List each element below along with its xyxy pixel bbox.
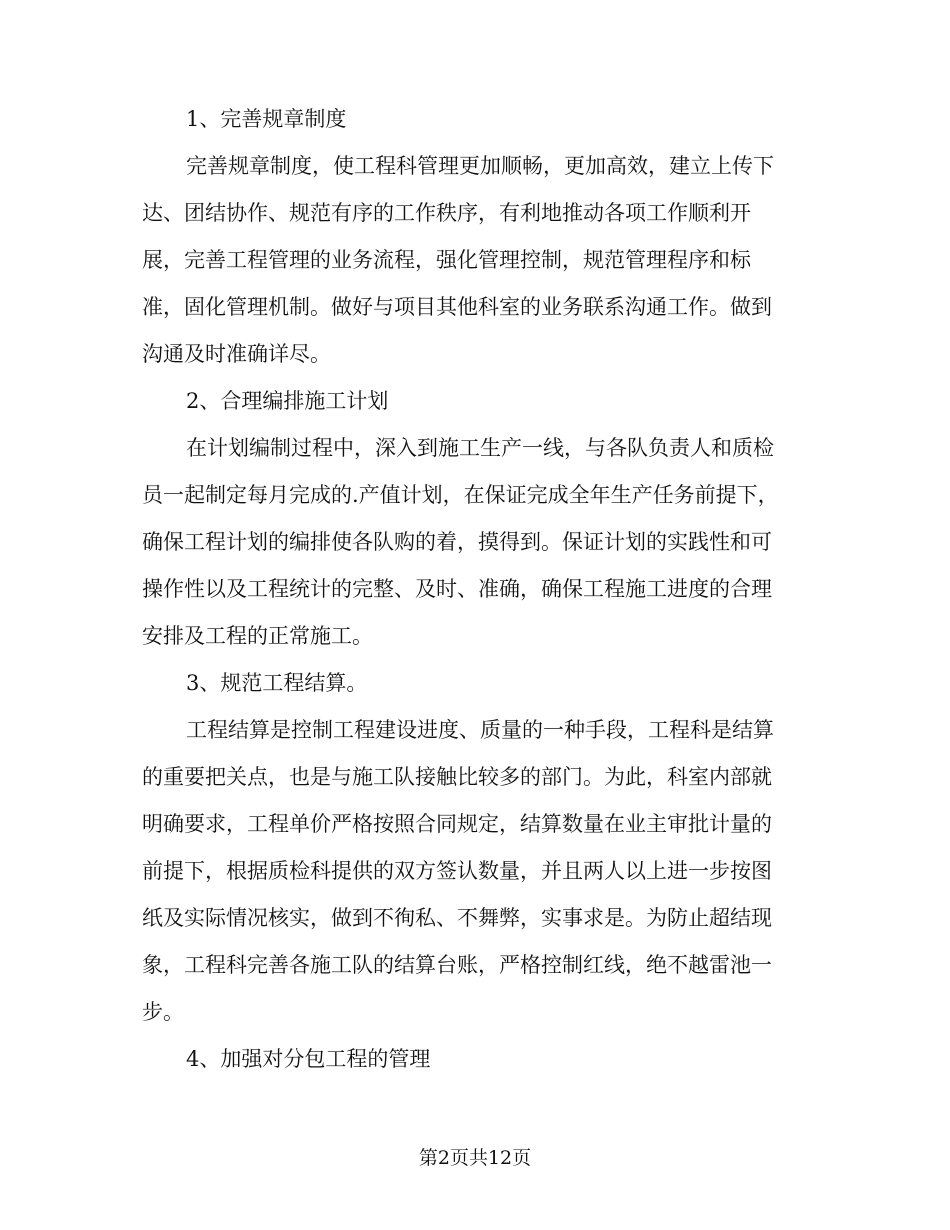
paragraph-line: 完善规章制度，使工程科管理更加顺畅，更加高效，建立上传下: [186, 154, 774, 178]
paragraph-line: 展，完善工程管理的业务流程，强化管理控制，规范管理程序和标: [142, 248, 751, 272]
paragraph-line: 工程结算是控制工程建设进度、质量的一种手段，工程科是结算: [186, 718, 774, 742]
paragraph-line: 员一起制定每月完成的.产值计划，在保证完成全年生产任务前提下，: [142, 483, 779, 507]
paragraph-line: 达、团结协作、规范有序的工作秩序，有利地推动各项工作顺利开: [142, 201, 751, 225]
paragraph-line: 步。: [142, 1000, 184, 1024]
paragraph-line: 沟通及时准确详尽。: [142, 342, 331, 366]
section-heading: 4、加强对分包工程的管理: [186, 1047, 431, 1071]
paragraph-line: 操作性以及工程统计的完整、及时、准确，确保工程施工进度的合理: [142, 577, 772, 601]
paragraph-line: 前提下，根据质检科提供的双方签认数量，并且两人以上进一步按图: [142, 859, 772, 883]
paragraph-line: 纸及实际情况核实，做到不徇私、不舞弊，实事求是。为防止超结现: [142, 906, 772, 930]
paragraph-line: 明确要求，工程单价严格按照合同规定，结算数量在业主审批计量的: [142, 812, 772, 836]
paragraph-line: 的重要把关点，也是与施工队接触比较多的部门。为此，科室内部就: [142, 765, 772, 789]
section-heading: 3、规范工程结算。: [186, 671, 368, 695]
section-heading: 1、完善规章制度: [186, 107, 347, 131]
paragraph-line: 安排及工程的正常施工。: [142, 624, 373, 648]
paragraph-line: 确保工程计划的编排使各队购的着，摸得到。保证计划的实践性和可: [142, 530, 772, 554]
section-heading: 2、合理编排施工计划: [186, 389, 389, 413]
paragraph-line: 在计划编制过程中，深入到施工生产一线，与各队负责人和质检: [186, 436, 774, 460]
document-body: [142, 96, 798, 1083]
paragraph-line: 象，工程科完善各施工队的结算台账，严格控制红线，绝不越雷池一: [142, 953, 772, 977]
paragraph-line: 准，固化管理机制。做好与项目其他科室的业务联系沟通工作。做到: [142, 295, 772, 319]
page-number-footer: 第2页共12页: [418, 1147, 532, 1169]
